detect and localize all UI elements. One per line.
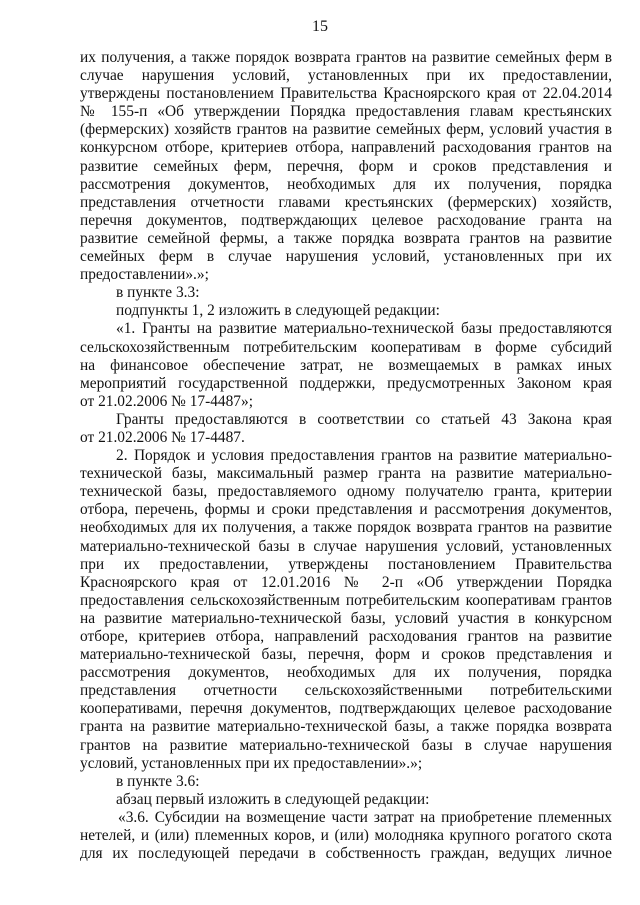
text-line: сельскохозяйственным потребительским кооперативам в форме субсидий: [80, 338, 612, 356]
text-line: рассмотрения документов, необходимых для их получения, порядка: [80, 175, 612, 193]
text-line: при их предоставлении, утверждены постановлением Правительства: [80, 555, 612, 573]
text-line: развитие семейной фермы, а также порядка возврата грантов на развитие: [80, 229, 612, 247]
text-line: необходимых для их получения, а также порядок возврата грантов на развитие: [80, 519, 612, 537]
text-line: перечня документов, подтверждающих целевое расходование гранта на: [80, 211, 612, 229]
page-number: 15: [312, 18, 328, 35]
text-line: на финансовое обеспечение затрат, не возмещаемых в рамках иных: [80, 356, 612, 374]
text-line: отборе, критериев отбора, направлений расходования грантов на развитие: [80, 628, 612, 645]
text-line: в пункте 3.6:: [116, 772, 200, 790]
text-line: случае нарушения условий, установленных при их предоставлении,: [80, 67, 612, 85]
text-line: гранта на развитие материально-технической базы, а также порядка возврата: [80, 718, 612, 736]
text-line: от 21.02.2006 № 17-4487»;: [80, 392, 253, 410]
text-line: отбора, перечень, формы и сроки представления и рассмотрения документов,: [80, 501, 612, 519]
text-line: (фермерских) хозяйств грантов на развитие семейных ферм, условий участия в: [80, 121, 612, 139]
text-line: Красноярского края от 12.01.2016 № 2-п «Об утверждении Порядка: [80, 573, 612, 591]
document-body: [80, 49, 612, 863]
text-line: материально-технической базы в случае нарушения условий, установленных: [80, 537, 612, 555]
text-line: утверждены постановлением Правительства Красноярского края от 22.04.2014: [80, 85, 612, 103]
text-line: 2. Порядок и условия предоставления грантов на развитие материально-: [116, 447, 612, 465]
text-line: представления отчетности главами крестьянских (фермерских) хозяйств,: [80, 193, 612, 211]
text-line: конкурсном отборе, критериев отбора, направлений расходования грантов на: [80, 139, 612, 157]
text-line: их получения, а также порядок возврата грантов на развитие семейных ферм в: [80, 49, 612, 66]
text-line: на развитие материально-технической базы, условий участия в конкурсном: [80, 609, 612, 627]
text-line: семейных ферм в случае нарушения условий, установленных при их: [80, 248, 612, 266]
text-line: «1. Гранты на развитие материально-технической базы предоставляются: [116, 320, 612, 338]
text-line: материально-технической базы, перечня, форм и сроков представления и: [80, 646, 612, 664]
text-line: подпункты 1, 2 изложить в следующей редакции:: [116, 302, 440, 320]
text-line: условий, установленных при их предоставлении».»;: [80, 754, 423, 772]
text-line: кооперативами, перечня документов, подтверждающих целевое расходование: [80, 700, 612, 718]
text-line: представления отчетности сельскохозяйственными потребительскими: [80, 682, 612, 700]
text-line: предоставления сельскохозяйственным потребительским кооперативам грантов: [80, 591, 612, 609]
text-line: технической базы, предоставляемого одному получателю гранта, критерии: [80, 483, 612, 501]
text-line: рассмотрения документов, необходимых для их получения, порядка: [80, 664, 612, 682]
text-line: Гранты предоставляются в соответствии со статьей 43 Закона края: [116, 410, 612, 428]
text-line: для их последующей передачи в собственность граждан, ведущих личное: [80, 845, 612, 863]
text-line: предоставлении».»;: [80, 266, 209, 284]
text-line: абзац первый изложить в следующей редакции:: [116, 790, 430, 808]
text-line: нетелей, и (или) племенных коров, и (или) молодняка крупного рогатого скота: [80, 827, 612, 845]
text-line: технической базы, максимальный размер гранта на развитие материально-: [80, 465, 612, 483]
text-line: № 155-п «Об утверждении Порядка предоставления главам крестьянских: [80, 103, 612, 121]
text-line: грантов на развитие материально-технической базы в случае нарушения: [80, 736, 612, 754]
text-line: мероприятий государственной поддержки, предусмотренных Законом края: [80, 374, 612, 392]
text-line: развитие семейных ферм, перечня, форм и сроков представления и: [80, 157, 612, 175]
text-line: в пункте 3.3:: [116, 284, 200, 302]
text-line: «3.6. Субсидии на возмещение части затрат на приобретение племенных: [118, 808, 612, 826]
text-line: от 21.02.2006 № 17-4487.: [80, 428, 245, 446]
